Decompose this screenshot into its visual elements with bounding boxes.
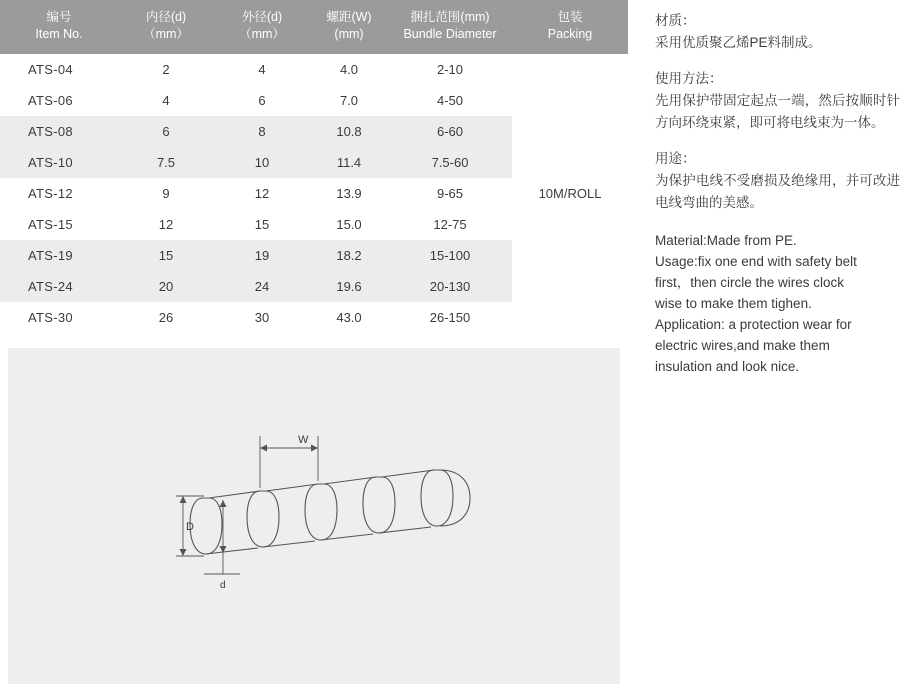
cell-pitch: 10.8: [310, 116, 388, 147]
usage-text: 先用保护带固定起点一端，然后按顺时针方向环绕束紧，即可将电线束为一体。: [655, 93, 900, 130]
product-diagram-panel: [8, 348, 620, 684]
header-line-en: （mm）: [239, 27, 285, 41]
table-row: [0, 54, 628, 85]
cell-item-no: ATS-30: [28, 310, 73, 325]
material-text: 采用优质聚乙烯PE料制成。: [655, 35, 822, 50]
header-line-cn: 内径(d): [145, 10, 187, 24]
header-line-en: Bundle Diameter: [403, 27, 497, 41]
english-line: wise to make them tighen.: [655, 296, 812, 311]
application-heading: 用途：: [655, 151, 696, 166]
cell-bundle-diameter: 6-60: [388, 116, 512, 147]
english-line: first，then circle the wires clock: [655, 275, 845, 290]
cell-pitch: 43.0: [336, 310, 362, 325]
cell-inner-diameter: 2: [162, 62, 170, 77]
cell-pitch: 18.2: [310, 240, 388, 271]
header-line-en: Item No.: [35, 27, 83, 41]
cell-bundle-diameter: 7.5-60: [388, 147, 512, 178]
cell-item-no: ATS-24: [0, 271, 118, 302]
table-header-row: [0, 0, 628, 54]
header-line-cn: 螺距(W): [326, 10, 372, 24]
column-header-packing: [512, 0, 628, 54]
english-line: Material:Made from PE.: [655, 233, 797, 248]
english-line: Usage:fix one end with safety belt: [655, 254, 857, 269]
diagram-label-w: W: [298, 434, 309, 446]
cell-outer-diameter: 10: [214, 147, 310, 178]
cell-inner-diameter: 26: [158, 310, 174, 325]
cell-outer-diameter: 6: [258, 93, 266, 108]
diagram-label-d-lower: d: [220, 580, 226, 591]
cell-outer-diameter: 30: [254, 310, 270, 325]
table-body: [0, 54, 628, 333]
cell-item-no: ATS-06: [28, 93, 73, 108]
cell-packing: 10M/ROLL: [538, 186, 602, 201]
cell-bundle-diameter: 20-130: [388, 271, 512, 302]
cell-pitch: 19.6: [310, 271, 388, 302]
cell-inner-diameter: 7.5: [118, 147, 214, 178]
cell-bundle-diameter: 4-50: [436, 93, 464, 108]
cell-inner-diameter: 12: [158, 217, 174, 232]
cell-item-no: ATS-08: [0, 116, 118, 147]
cell-inner-diameter: 15: [118, 240, 214, 271]
column-header-bundle-diameter: [388, 0, 512, 54]
cell-inner-diameter: 6: [118, 116, 214, 147]
cell-pitch: 7.0: [339, 93, 359, 108]
header-line-en: (mm): [334, 27, 364, 41]
header-line-cn: 编号: [46, 10, 72, 24]
cell-outer-diameter: 4: [258, 62, 266, 77]
cell-item-no: ATS-10: [0, 147, 118, 178]
cell-item-no: ATS-19: [0, 240, 118, 271]
cell-bundle-diameter: 12-75: [433, 217, 467, 232]
usage-block: [655, 68, 900, 134]
column-header-outer-diameter: [214, 0, 310, 54]
column-header-inner-diameter: [118, 0, 214, 54]
english-line: insulation and look nice.: [655, 359, 800, 374]
application-text: 为保护电线不受磨损及绝缘用，并可改进电线弯曲的美感。: [655, 173, 900, 210]
cell-pitch: 11.4: [310, 147, 388, 178]
cell-pitch: 13.9: [336, 186, 362, 201]
english-line: electric wires,and make them: [655, 338, 830, 353]
header-line-en: （mm）: [143, 27, 189, 41]
cell-item-no: ATS-12: [28, 186, 73, 201]
cell-outer-diameter: 15: [254, 217, 270, 232]
spiral-wrap-diagram: [8, 348, 620, 684]
cell-bundle-diameter: 26-150: [429, 310, 471, 325]
cell-pitch: 4.0: [339, 62, 359, 77]
header-line-en: Packing: [547, 27, 593, 41]
cell-inner-diameter: 20: [118, 271, 214, 302]
cell-inner-diameter: 4: [162, 93, 170, 108]
diagram-label-d-upper: D: [186, 521, 194, 533]
cell-bundle-diameter: 2-10: [436, 62, 464, 77]
material-heading: 材质：: [655, 13, 696, 28]
english-description-block: [655, 230, 900, 377]
cell-item-no: ATS-04: [28, 62, 73, 77]
cell-bundle-diameter: 15-100: [388, 240, 512, 271]
header-line-cn: 外径(d): [241, 10, 283, 24]
cell-outer-diameter: 19: [214, 240, 310, 271]
spec-table: [0, 0, 628, 333]
cell-inner-diameter: 9: [162, 186, 170, 201]
cell-outer-diameter: 8: [214, 116, 310, 147]
cell-item-no: ATS-15: [28, 217, 73, 232]
table-header: [0, 0, 628, 54]
application-block: [655, 148, 900, 214]
header-line-cn: 捆扎范围(mm): [410, 10, 490, 24]
cell-pitch: 15.0: [336, 217, 362, 232]
header-line-cn: 包装: [557, 10, 583, 24]
cell-bundle-diameter: 9-65: [436, 186, 464, 201]
info-column: [655, 10, 900, 377]
cell-outer-diameter: 24: [214, 271, 310, 302]
english-line: Application: a protection wear for: [655, 317, 852, 332]
material-block: [655, 10, 900, 54]
cell-outer-diameter: 12: [254, 186, 270, 201]
usage-heading: 使用方法：: [655, 71, 723, 86]
column-header-item-no: [0, 0, 118, 54]
column-header-pitch: [310, 0, 388, 54]
